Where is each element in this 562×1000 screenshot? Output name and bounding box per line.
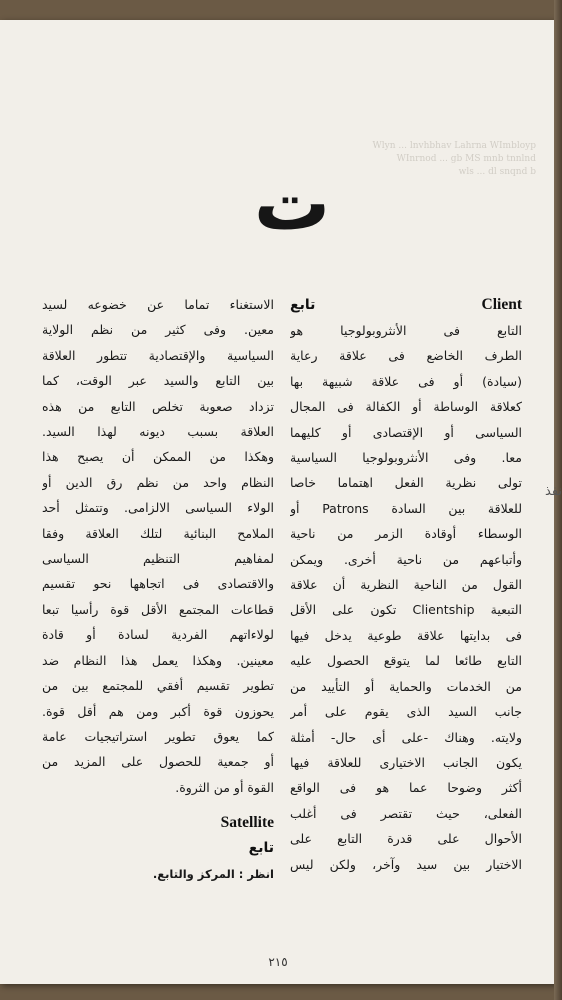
text-line: التبعية Clientship تكون على الأقل	[290, 602, 522, 618]
adjacent-page-fragment: نفذ	[544, 484, 562, 499]
text-line: القوة أو من الثروة.	[175, 779, 274, 795]
text-line: تزداد صعوبة تخلص التابع من هذه	[42, 398, 274, 414]
bleed-through-line: Wlyn ... lnvhbhav Lahrna WImbloyp	[372, 141, 536, 151]
cross-reference: انظر : المركز والتابع.	[152, 866, 274, 881]
text-line: أكثر وضوحا عما هو فى الواقع	[290, 780, 522, 796]
entry-arabic-title: تابع	[248, 840, 274, 857]
text-line: من الخدمات والحماية أو التأييد من	[290, 678, 522, 694]
text-line: كعلاقة الوساطة أو الكفالة فى المجال	[290, 399, 522, 415]
text-line: كما يعوق تطوير استراتيجيات عامة	[42, 728, 274, 744]
text-line: للعلاقة بين السادة Patrons أو	[290, 500, 522, 516]
text-line: (سيادة) أو فى علاقة شبيهة بها	[290, 373, 522, 389]
text-line: وأتباعهم من ناحية أخرى. ويمكن	[290, 551, 522, 567]
text-line: لولاءاتهم الفردية لسادة أو قادة	[42, 627, 274, 643]
entry-heading-client	[290, 292, 522, 318]
entry-english-title: Satellite	[220, 814, 274, 832]
text-line: أو جمعية للحصول على المزيد من	[42, 754, 274, 770]
entry-heading-satellite	[42, 810, 274, 836]
text-line: تولى نظرية الفعل اهتماما خاصا	[290, 475, 522, 491]
text-line: الوسطاء أوقادة الزمر من ناحية	[290, 526, 522, 542]
text-line: لمفاهيم التنظيم السياسى	[42, 551, 274, 567]
entry-english-title: Client	[481, 296, 522, 313]
text-line: الولاء السياسى الالزامى. وتتمثل أحد	[42, 500, 274, 516]
page-number: ٢١٥	[268, 955, 288, 969]
text-line: التابع فى الأنثروبولوجيا هو	[290, 323, 522, 338]
text-line: قطاعات المجتمع الأقل قوة رأسيا تبعا	[42, 601, 274, 617]
left-column	[42, 292, 274, 887]
section-letter: ت	[253, 158, 331, 247]
right-column	[290, 292, 522, 877]
book-page	[0, 20, 556, 984]
text-line: الاختيار بين سيد وآخر، ولكن ليس	[290, 856, 522, 872]
text-line: الأحوال على قدرة التابع على	[290, 831, 522, 847]
entry-arabic-title: تابع	[290, 297, 316, 313]
next-page-edge	[554, 0, 562, 1000]
text-line: الطرف الخاضع فى علاقة رعاية	[290, 348, 522, 364]
text-line: ولايته. وهناك -على أى حال- أمثلة	[290, 729, 522, 745]
text-line: الاستغناء تماما عن خضوعه لسيد	[42, 297, 274, 312]
text-line: السياسى أو الإقتصادى أو كليهما	[290, 424, 522, 440]
text-line: الفعلى، حيث تقتصر فى أغلب	[290, 805, 522, 821]
text-line: يكون الجانب الاختيارى للعلاقة فيها	[290, 754, 522, 770]
text-line: وهكذا من الممكن أن يصبح هذا	[42, 449, 274, 465]
text-line: القول من الناحية النظرية أن علاقة	[290, 577, 522, 593]
bleed-through-line: wls ... dl snqnd b	[458, 167, 536, 177]
text-line: معا. وفى الأنثروبولوجيا السياسية	[290, 450, 522, 466]
text-line: بين التابع والسيد عبر الوقت، كما	[42, 373, 274, 389]
bleed-through-line: WInrnod ... gb MS mnb tnnlnd	[396, 154, 536, 164]
text-line: الملامح البنائية لتلك العلاقة وفقا	[42, 525, 274, 541]
text-line: معين. وفى كثير من نظم الولاية	[42, 322, 274, 338]
text-line: تطوير تقسيم أفقي للمجتمع بين من	[42, 678, 274, 694]
text-line: معينين. وهكذا يعمل هذا النظام ضد	[42, 652, 274, 668]
text-line: فى بدايتها علاقة طوعية يدخل فيها	[290, 627, 522, 643]
text-line: يحوزون قوة أكبر ومن هم أقل قوة.	[42, 703, 274, 719]
text-line: العلاقة بسبب ديونه لهذا السيد.	[42, 424, 274, 440]
text-line: جانب السيد الذى يقوم على أمر	[290, 704, 522, 720]
text-line: والاقتصادى فى اتجاهها نحو تقسيم	[42, 576, 274, 592]
text-line: السياسية والإقتصادية تتطور العلاقة	[42, 347, 274, 363]
bleed-through-text	[336, 140, 536, 200]
text-line: النظام واحد من نظم رق الدين أو	[42, 474, 274, 490]
text-line: التابع طائعا لما يتوقع الحصول عليه	[290, 653, 522, 669]
entry-satellite	[42, 810, 274, 887]
